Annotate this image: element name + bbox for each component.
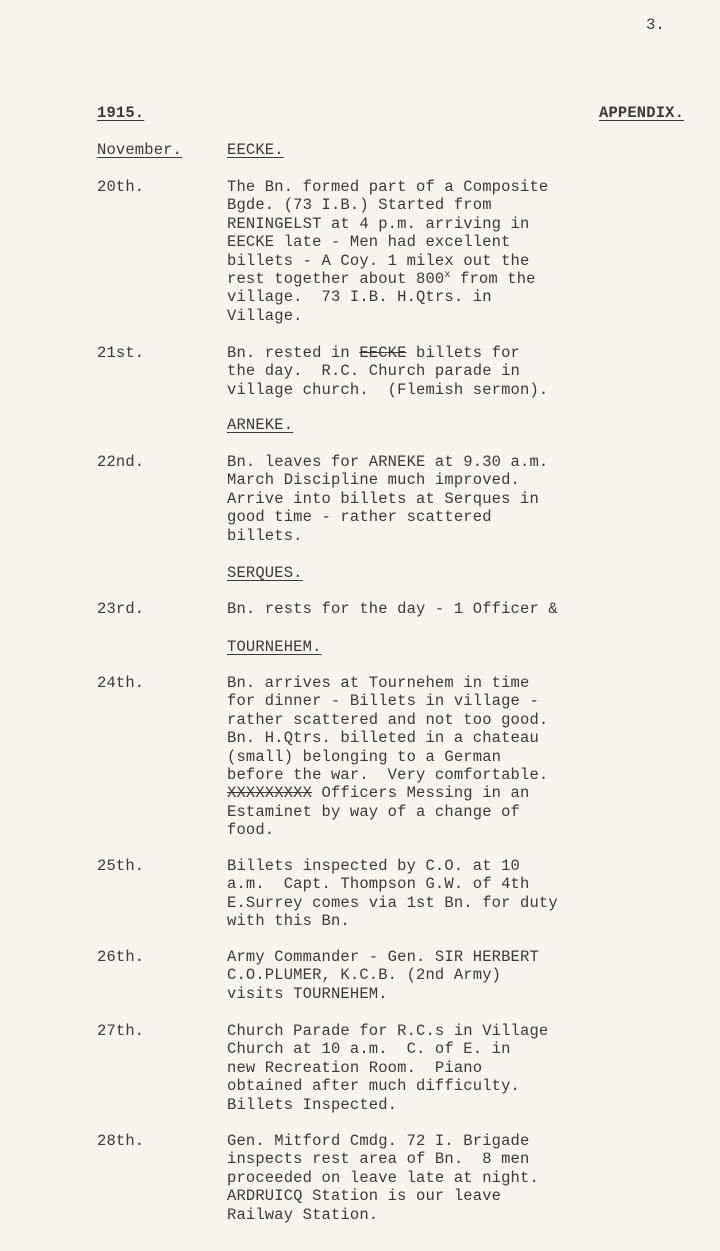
entry-text (227, 600, 627, 618)
year-heading: 1915. (97, 104, 145, 122)
entry-line: The Bn. formed part of a Composite (227, 178, 549, 196)
entry-line-part: rest together about 800 (227, 270, 445, 289)
entry-line: a.m. Capt. Thompson G.W. of 4th (227, 875, 530, 894)
entry-date: 23rd. (97, 600, 145, 618)
entry-line: village. 73 I.B. H.Qtrs. in (227, 288, 492, 307)
struck-word: EECKE (359, 344, 407, 362)
entry-line-part: from the (450, 270, 536, 289)
entry-line: the day. R.C. Church parade in (227, 362, 520, 381)
entry-line-part: billets for (406, 344, 521, 362)
entry-text (227, 1022, 627, 1114)
section-heading-serques: SERQUES. (227, 564, 303, 582)
entry-line-part: Officers Messing in an (312, 784, 530, 803)
entry-line: March Discipline much improved. (227, 471, 520, 490)
entry-date: 22nd. (97, 453, 145, 471)
section-heading-eecke: EECKE. (227, 141, 284, 159)
entry-line (227, 270, 627, 288)
entry-line: Church Parade for R.C.s in Village (227, 1022, 549, 1040)
entry-date: 25th. (97, 857, 145, 875)
entry-line: village church. (Flemish sermon). (227, 380, 549, 399)
entry-line: Railway Station. (227, 1205, 379, 1224)
entry-line: Bn. H.Qtrs. billeted in a chateau (227, 729, 539, 748)
entry-line: RENINGELST at 4 p.m. arriving in (227, 214, 530, 233)
entry-line: C.O.PLUMER, K.C.B. (2nd Army) (227, 966, 502, 985)
entry-line: billets - A Coy. 1 milex out the (227, 251, 530, 270)
entry-line: proceeded on leave late at night. (227, 1168, 539, 1187)
appendix-heading: APPENDIX. (599, 104, 685, 122)
entry-date: 26th. (97, 948, 145, 966)
entry-line: Army Commander - Gen. SIR HERBERT (227, 948, 539, 966)
entry-line: Billets Inspected. (227, 1095, 398, 1114)
entry-text (227, 674, 627, 840)
entry-text (227, 453, 627, 545)
entry-date: 21st. (97, 344, 145, 362)
entry-text (227, 857, 627, 931)
entry-date: 24th. (97, 674, 145, 692)
section-heading-tournehem: TOURNEHEM. (227, 638, 322, 656)
entry-line: food. (227, 821, 275, 840)
entry-line: Bn. arrives at Tournehem in time (227, 674, 530, 692)
entry-line: Arrive into billets at Serques in (227, 489, 539, 508)
entry-line: obtained after much difficulty. (227, 1077, 520, 1096)
entry-text (227, 948, 627, 1003)
entry-line: Bn. rests for the day - 1 Officer & (227, 600, 558, 618)
entry-line: with this Bn. (227, 912, 350, 931)
entry-line: new Recreation Room. Piano (227, 1058, 483, 1077)
entry-line: billets. (227, 526, 303, 545)
entry-line: Bgde. (73 I.B.) Started from (227, 196, 492, 215)
entry-line: Village. (227, 306, 303, 325)
entry-line: ARDRUICQ Station is our leave (227, 1187, 502, 1206)
entry-date: 27th. (97, 1022, 145, 1040)
entry-line: inspects rest area of Bn. 8 men (227, 1150, 530, 1169)
entry-line: EECKE late - Men had excellent (227, 233, 511, 252)
entry-line (227, 344, 627, 362)
entry-line: Bn. leaves for ARNEKE at 9.30 a.m. (227, 453, 549, 471)
entry-date: 28th. (97, 1132, 145, 1150)
entry-line (227, 784, 627, 802)
entry-line: E.Surrey comes via 1st Bn. for duty (227, 893, 558, 912)
entry-line: for dinner - Billets in village - (227, 692, 539, 711)
entry-line: Church at 10 a.m. C. of E. in (227, 1040, 511, 1059)
entry-line: good time - rather scattered (227, 508, 492, 527)
struck-word: XXXXXXXXX (227, 784, 313, 803)
entry-text (227, 1132, 627, 1224)
entry-line-part: Bn. rested in (227, 344, 360, 362)
entry-line: Estaminet by way of a change of (227, 802, 520, 821)
entry-line: visits TOURNEHEM. (227, 984, 388, 1003)
entry-date: 20th. (97, 178, 145, 196)
superscript-mark: x (444, 270, 451, 282)
section-heading-arneke: ARNEKE. (227, 416, 294, 434)
entry-text (227, 178, 627, 325)
entry-line: Billets inspected by C.O. at 10 (227, 857, 520, 875)
month-heading: November. (97, 141, 183, 159)
entry-line: rather scattered and not too good. (227, 710, 549, 729)
entry-text (227, 344, 627, 399)
entry-line: Gen. Mitford Cmdg. 72 I. Brigade (227, 1132, 530, 1150)
entry-line: (small) belonging to a German (227, 747, 502, 766)
entry-line: before the war. Very comfortable. (227, 766, 549, 785)
page-number: 3. (646, 16, 665, 34)
